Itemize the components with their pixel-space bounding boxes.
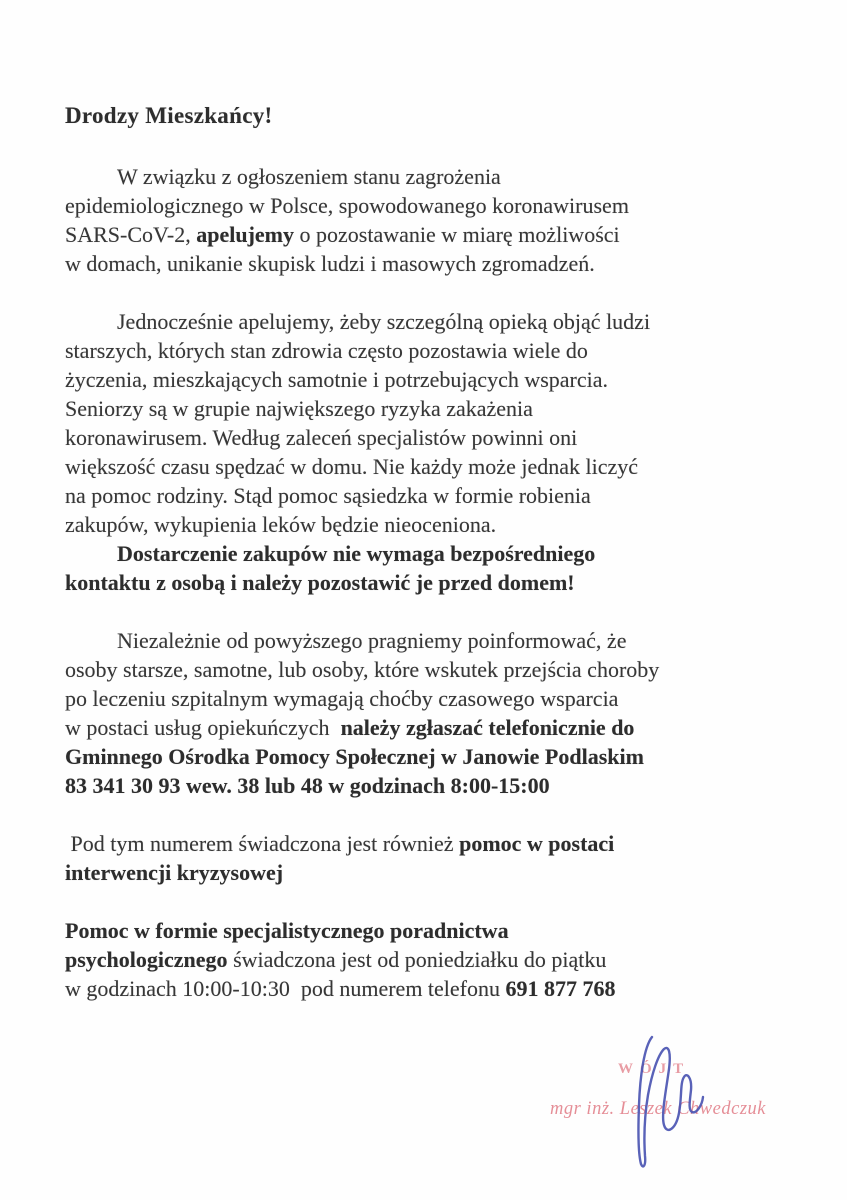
bold-text-run: 83 341 30 93 wew. 38 lub 48 w godzinach 8:00-15:00 bbox=[65, 773, 550, 798]
text-run: W związku z ogłoszeniem stanu zagrożenia bbox=[117, 164, 501, 189]
paragraph bbox=[65, 626, 785, 800]
signature-block bbox=[540, 1025, 810, 1185]
letter-salutation: Drodzy Mieszkańcy! bbox=[65, 103, 273, 128]
text-run: w postaci usług opiekuńczych bbox=[65, 715, 341, 740]
text-line bbox=[65, 742, 785, 771]
text-line bbox=[65, 771, 785, 800]
stamp-role-text: WÓJT bbox=[618, 1061, 691, 1077]
paragraph bbox=[65, 307, 785, 597]
text-run: zakupów, wykupienia leków będzie nieoceniona. bbox=[65, 512, 497, 537]
letter-content bbox=[65, 103, 785, 1003]
bold-text-run: pomoc w postaci bbox=[459, 831, 615, 856]
text-line bbox=[65, 249, 785, 278]
text-line bbox=[65, 220, 785, 249]
text-run: SARS-CoV-2, bbox=[65, 222, 197, 247]
bold-text-run: kontaktu z osobą i należy pozostawić je przed domem! bbox=[65, 570, 575, 595]
text-line bbox=[65, 713, 785, 742]
text-line bbox=[65, 510, 785, 539]
text-line bbox=[65, 568, 785, 597]
bold-text-run: Dostarczenie zakupów nie wymaga bezpośredniego bbox=[117, 541, 596, 566]
text-run: większość czasu spędzać w domu. Nie każdy może jednak liczyć bbox=[65, 454, 638, 479]
bold-text-run: interwencji kryzysowej bbox=[65, 860, 284, 885]
text-run: świadczona jest od poniedziałku do piątku bbox=[227, 947, 607, 972]
paragraph bbox=[65, 916, 785, 1003]
text-line bbox=[65, 162, 785, 191]
text-line bbox=[65, 974, 785, 1003]
stamp-name-text: mgr inż. Leszek Chwedczuk bbox=[550, 1099, 766, 1119]
bold-text-run: 691 877 768 bbox=[505, 976, 616, 1001]
text-run: osoby starsze, samotne, lub osoby, które wskutek przejścia choroby bbox=[65, 657, 660, 682]
text-run: Seniorzy są w grupie największego ryzyka zakażenia bbox=[65, 396, 533, 421]
bold-text-run: psychologicznego bbox=[65, 947, 228, 972]
text-line bbox=[65, 655, 785, 684]
text-run: o pozostawanie w miarę możliwości bbox=[294, 222, 620, 247]
text-run: koronawirusem. Według zaleceń specjalistów powinni oni bbox=[65, 425, 578, 450]
text-run: Jednocześnie apelujemy, żeby szczególną opieką objąć ludzi bbox=[117, 309, 651, 334]
text-run: w domach, unikanie skupisk ludzi i masowych zgromadzeń. bbox=[65, 251, 595, 276]
text-line bbox=[65, 307, 785, 336]
text-line bbox=[65, 539, 785, 568]
text-run: Niezależnie od powyższego pragniemy poinformować, że bbox=[117, 628, 627, 653]
text-line bbox=[65, 829, 785, 858]
paragraph bbox=[65, 162, 785, 278]
text-line bbox=[65, 626, 785, 655]
letter-body bbox=[65, 162, 785, 1003]
bold-text-run: należy zgłaszać telefonicznie do bbox=[340, 715, 635, 740]
text-line bbox=[65, 452, 785, 481]
bold-text-run: apelujemy bbox=[196, 222, 294, 247]
text-line bbox=[65, 365, 785, 394]
text-line bbox=[65, 394, 785, 423]
text-run: starszych, których stan zdrowia często pozostawia wiele do bbox=[65, 338, 588, 363]
bold-text-run: Gminnego Ośrodka Pomocy Społecznej w Janowie Podlaskim bbox=[65, 744, 644, 769]
paragraph bbox=[65, 829, 785, 887]
text-line bbox=[65, 423, 785, 452]
bold-text-run: Pomoc w formie specjalistycznego poradnictwa bbox=[65, 918, 509, 943]
text-run: epidemiologicznego w Polsce, spowodowanego koronawirusem bbox=[65, 193, 629, 218]
text-run: Pod tym numerem świadczona jest również bbox=[65, 831, 460, 856]
text-line bbox=[65, 858, 785, 887]
handwritten-signature-icon bbox=[598, 1025, 728, 1175]
text-line bbox=[65, 916, 785, 945]
text-run: życzenia, mieszkających samotnie i potrzebujących wsparcia. bbox=[65, 367, 609, 392]
signature-ink-stroke bbox=[638, 1037, 703, 1166]
text-line bbox=[65, 945, 785, 974]
text-line bbox=[65, 481, 785, 510]
text-line bbox=[65, 336, 785, 365]
text-run: po leczeniu szpitalnym wymagają choćby czasowego wsparcia bbox=[65, 686, 619, 711]
text-run: w godzinach 10:00-10:30 pod numerem telefonu bbox=[65, 976, 506, 1001]
text-line bbox=[65, 191, 785, 220]
text-run: na pomoc rodziny. Stąd pomoc sąsiedzka w formie robienia bbox=[65, 483, 591, 508]
text-line bbox=[65, 684, 785, 713]
